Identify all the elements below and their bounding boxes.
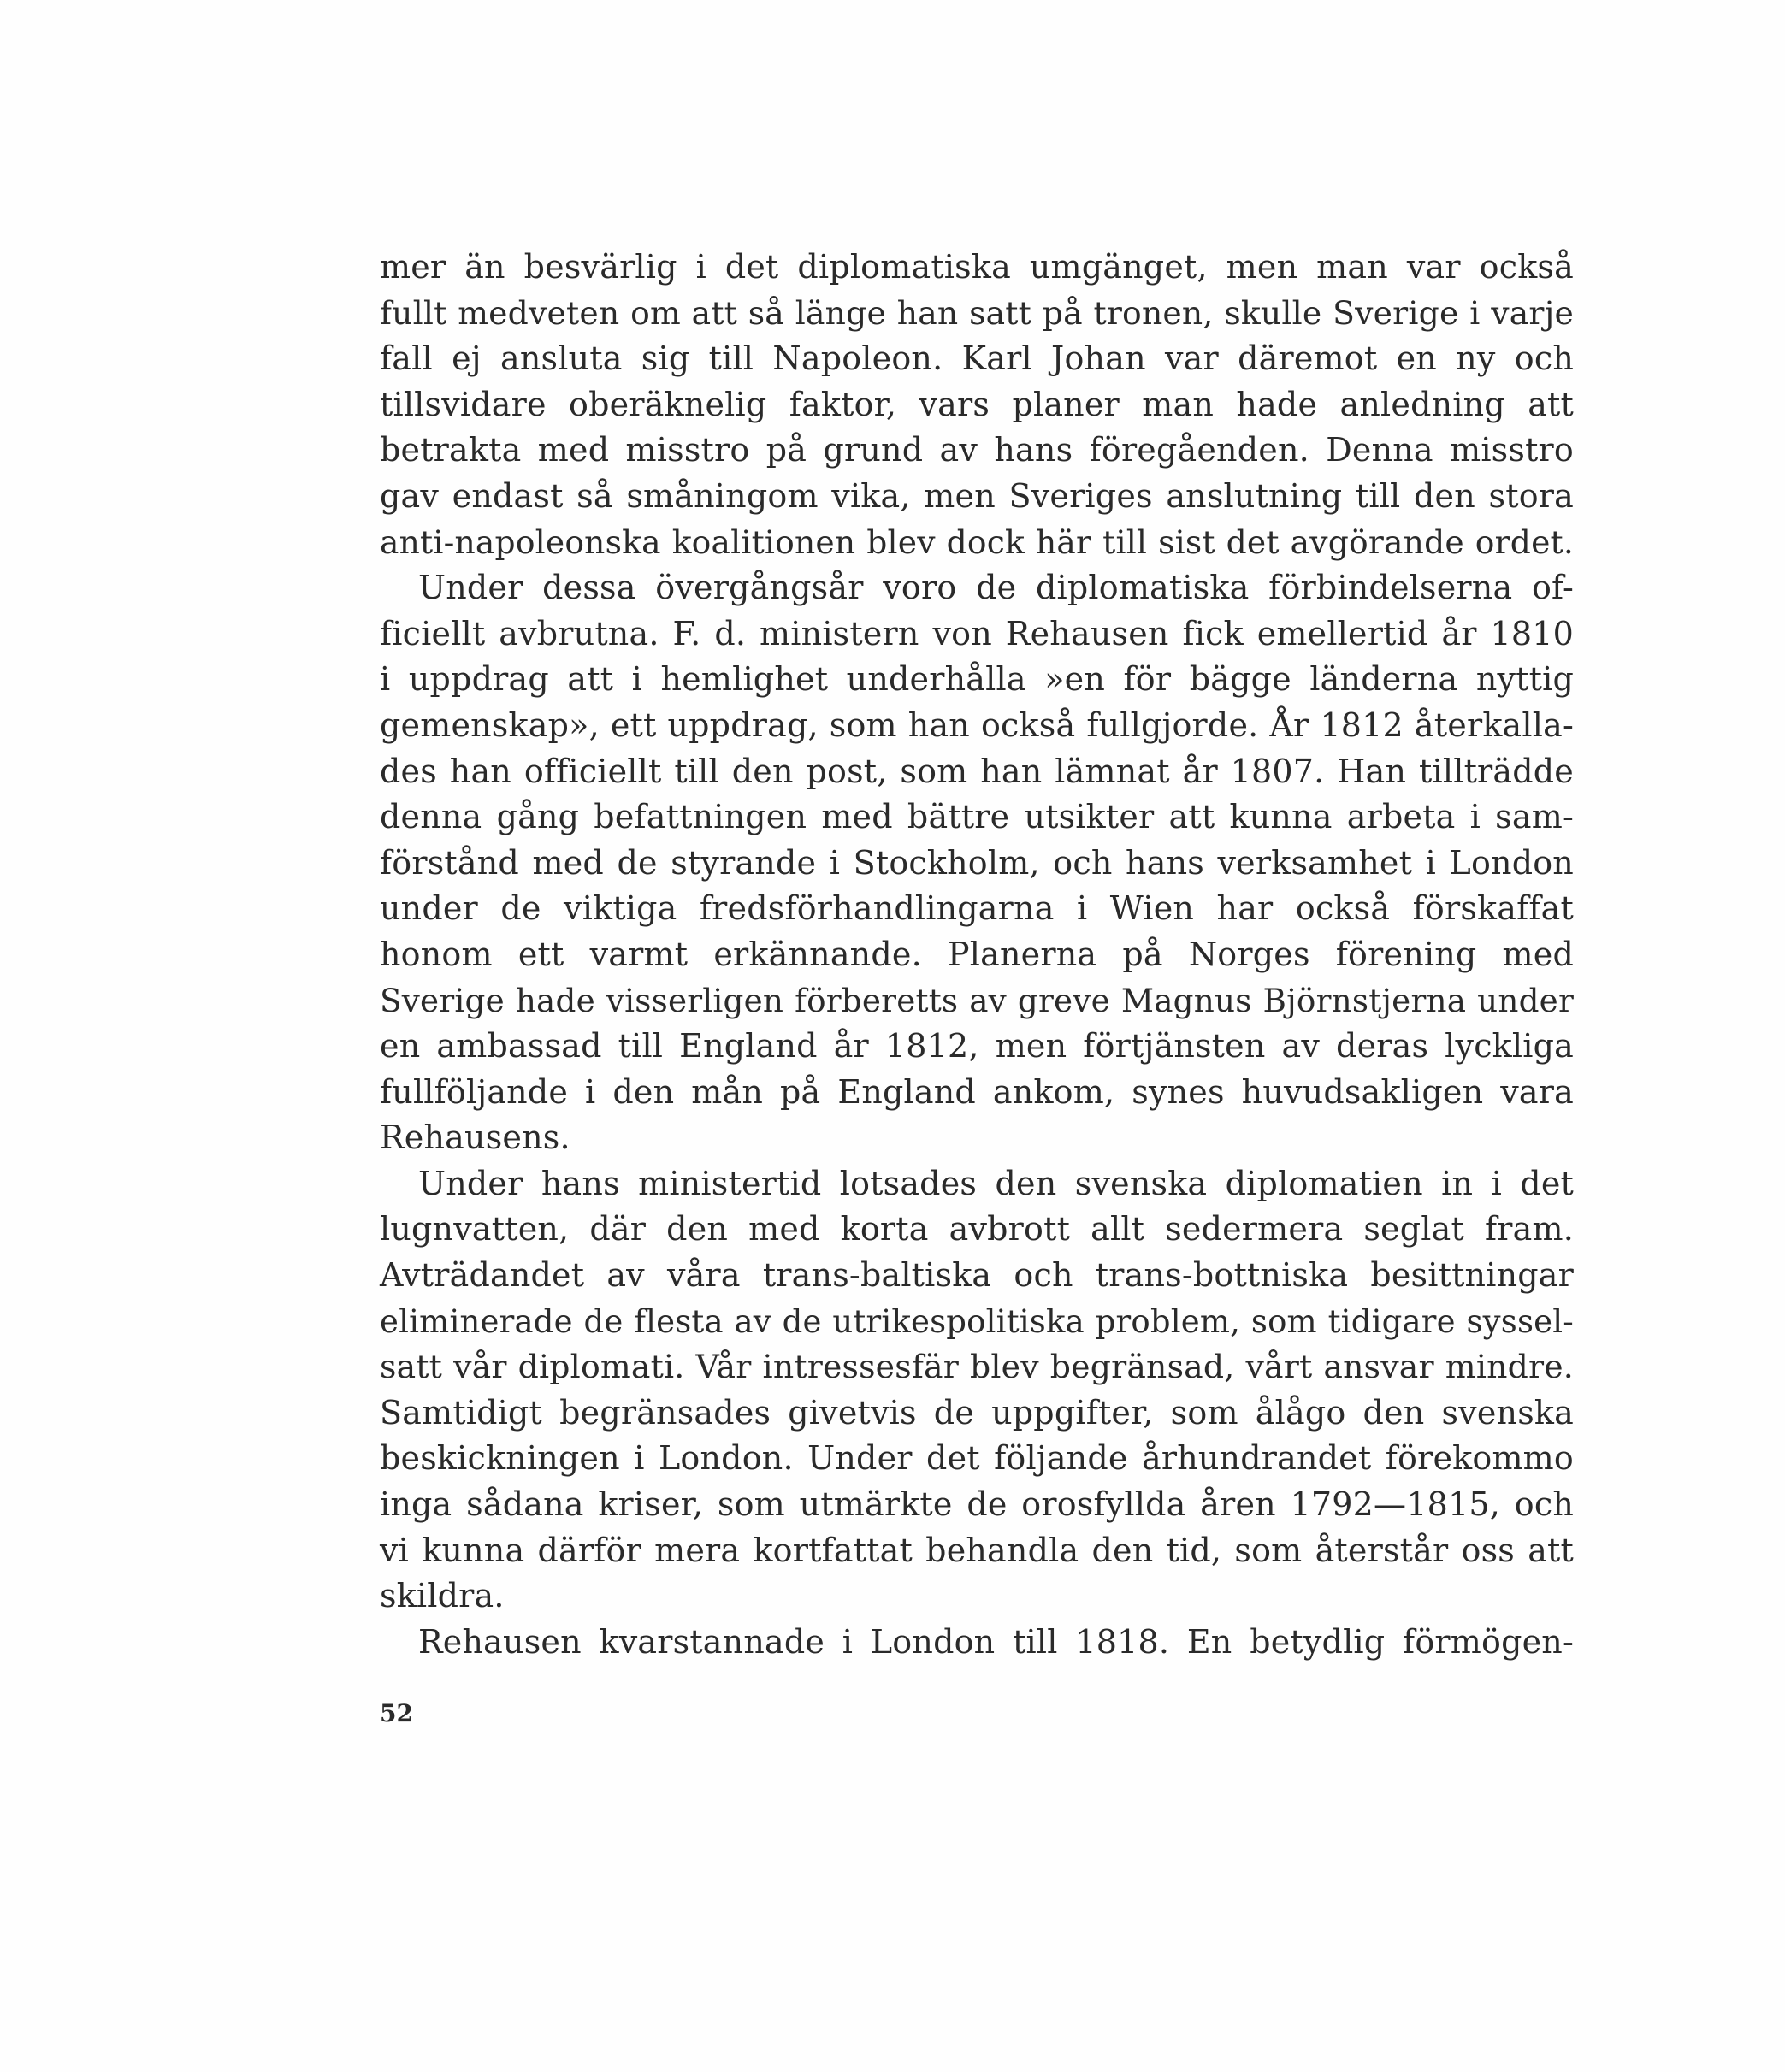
text-line: Rehausen kvarstannade i London till 1818. En betydlig förmögen- (418, 1622, 1574, 1661)
text-line: fullt medveten om att så länge han satt på tronen, skulle Sverige i varje (380, 293, 1574, 332)
text-line: denna gång befattningen med bättre utsikter att kunna arbeta i sam- (380, 798, 1574, 836)
paragraph (380, 245, 1574, 565)
text-line: Under dessa övergångsår voro de diplomatiska förbindelserna of- (418, 569, 1574, 607)
paragraph (380, 565, 1574, 1161)
text-line: fall ej ansluta sig till Napoleon. Karl Johan var däremot en ny och (380, 339, 1574, 378)
text-line: des han officiellt till den post, som han lämnat år 1807. Han tillträdde (380, 752, 1574, 790)
text-line: tillsvidare oberäknelig faktor, vars planer man hade anledning att (380, 385, 1574, 423)
text-line: beskickningen i London. Under det följande århundrandet förekommo (380, 1439, 1574, 1478)
text-line: anti-napoleonska koalitionen blev dock här till sist det avgörande ordet. (380, 522, 1574, 561)
text-line: Samtidigt begränsades givetvis de uppgifter, som ålågo den svenska (380, 1393, 1574, 1432)
text-line: eliminerade de flesta av de utrikespolitiska problem, som tidigare syssel- (380, 1302, 1574, 1340)
text-line: i uppdrag att i hemlighet underhålla »en för bägge länderna nyttig (380, 660, 1574, 699)
text-line: lugnvatten, där den med korta avbrott allt sedermera seglat fram. (380, 1210, 1574, 1249)
text-line: Avträdandet av våra trans-baltiska och trans-bottniska besittningar (380, 1256, 1574, 1295)
page-number: 52 (380, 1699, 413, 1727)
text-line: ficiellt avbrutna. F. d. ministern von Rehausen fick emellertid år 1810 (380, 614, 1574, 652)
text-line: Under hans ministertid lotsades den svenska diplomatien in i det (418, 1164, 1574, 1202)
text-line: gemenskap», ett uppdrag, som han också fullgjorde. År 1812 återkalla- (380, 705, 1574, 744)
body-text (380, 245, 1574, 1665)
text-line: mer än besvärlig i det diplomatiska umgänget, men man var också (380, 248, 1574, 286)
text-line: förstånd med de styrande i Stockholm, och hans verksamhet i London (380, 843, 1574, 882)
text-line: Sverige hade visserligen förberetts av greve Magnus Björnstjerna under (380, 981, 1574, 1019)
text-line: gav endast så småningom vika, men Sveriges anslutning till den stora (380, 476, 1574, 515)
text-line: betrakta med misstro på grund av hans föregåenden. Denna misstro (380, 431, 1574, 469)
text-line: vi kunna därför mera kortfattat behandla den tid, som återstår oss att (380, 1531, 1574, 1569)
text-line: honom ett varmt erkännande. Planerna på Norges förening med (380, 935, 1574, 973)
text-line: skildra. (380, 1577, 505, 1615)
text-line: en ambassad till England år 1812, men förtjänsten av deras lyckliga (380, 1027, 1574, 1066)
paragraph (380, 1161, 1574, 1620)
paragraph (380, 1620, 1574, 1666)
text-line: Rehausens. (380, 1119, 570, 1157)
text-line: inga sådana kriser, som utmärkte de orosfyllda åren 1792—1815, och (380, 1485, 1574, 1524)
text-line: under de viktiga fredsförhandlingarna i Wien har också förskaffat (380, 889, 1574, 928)
text-line: fullföljande i den mån på England ankom, synes huvudsakligen vara (380, 1072, 1574, 1111)
text-line: satt vår diplomati. Vår intressesfär blev begränsad, vårt ansvar mindre. (380, 1348, 1574, 1386)
